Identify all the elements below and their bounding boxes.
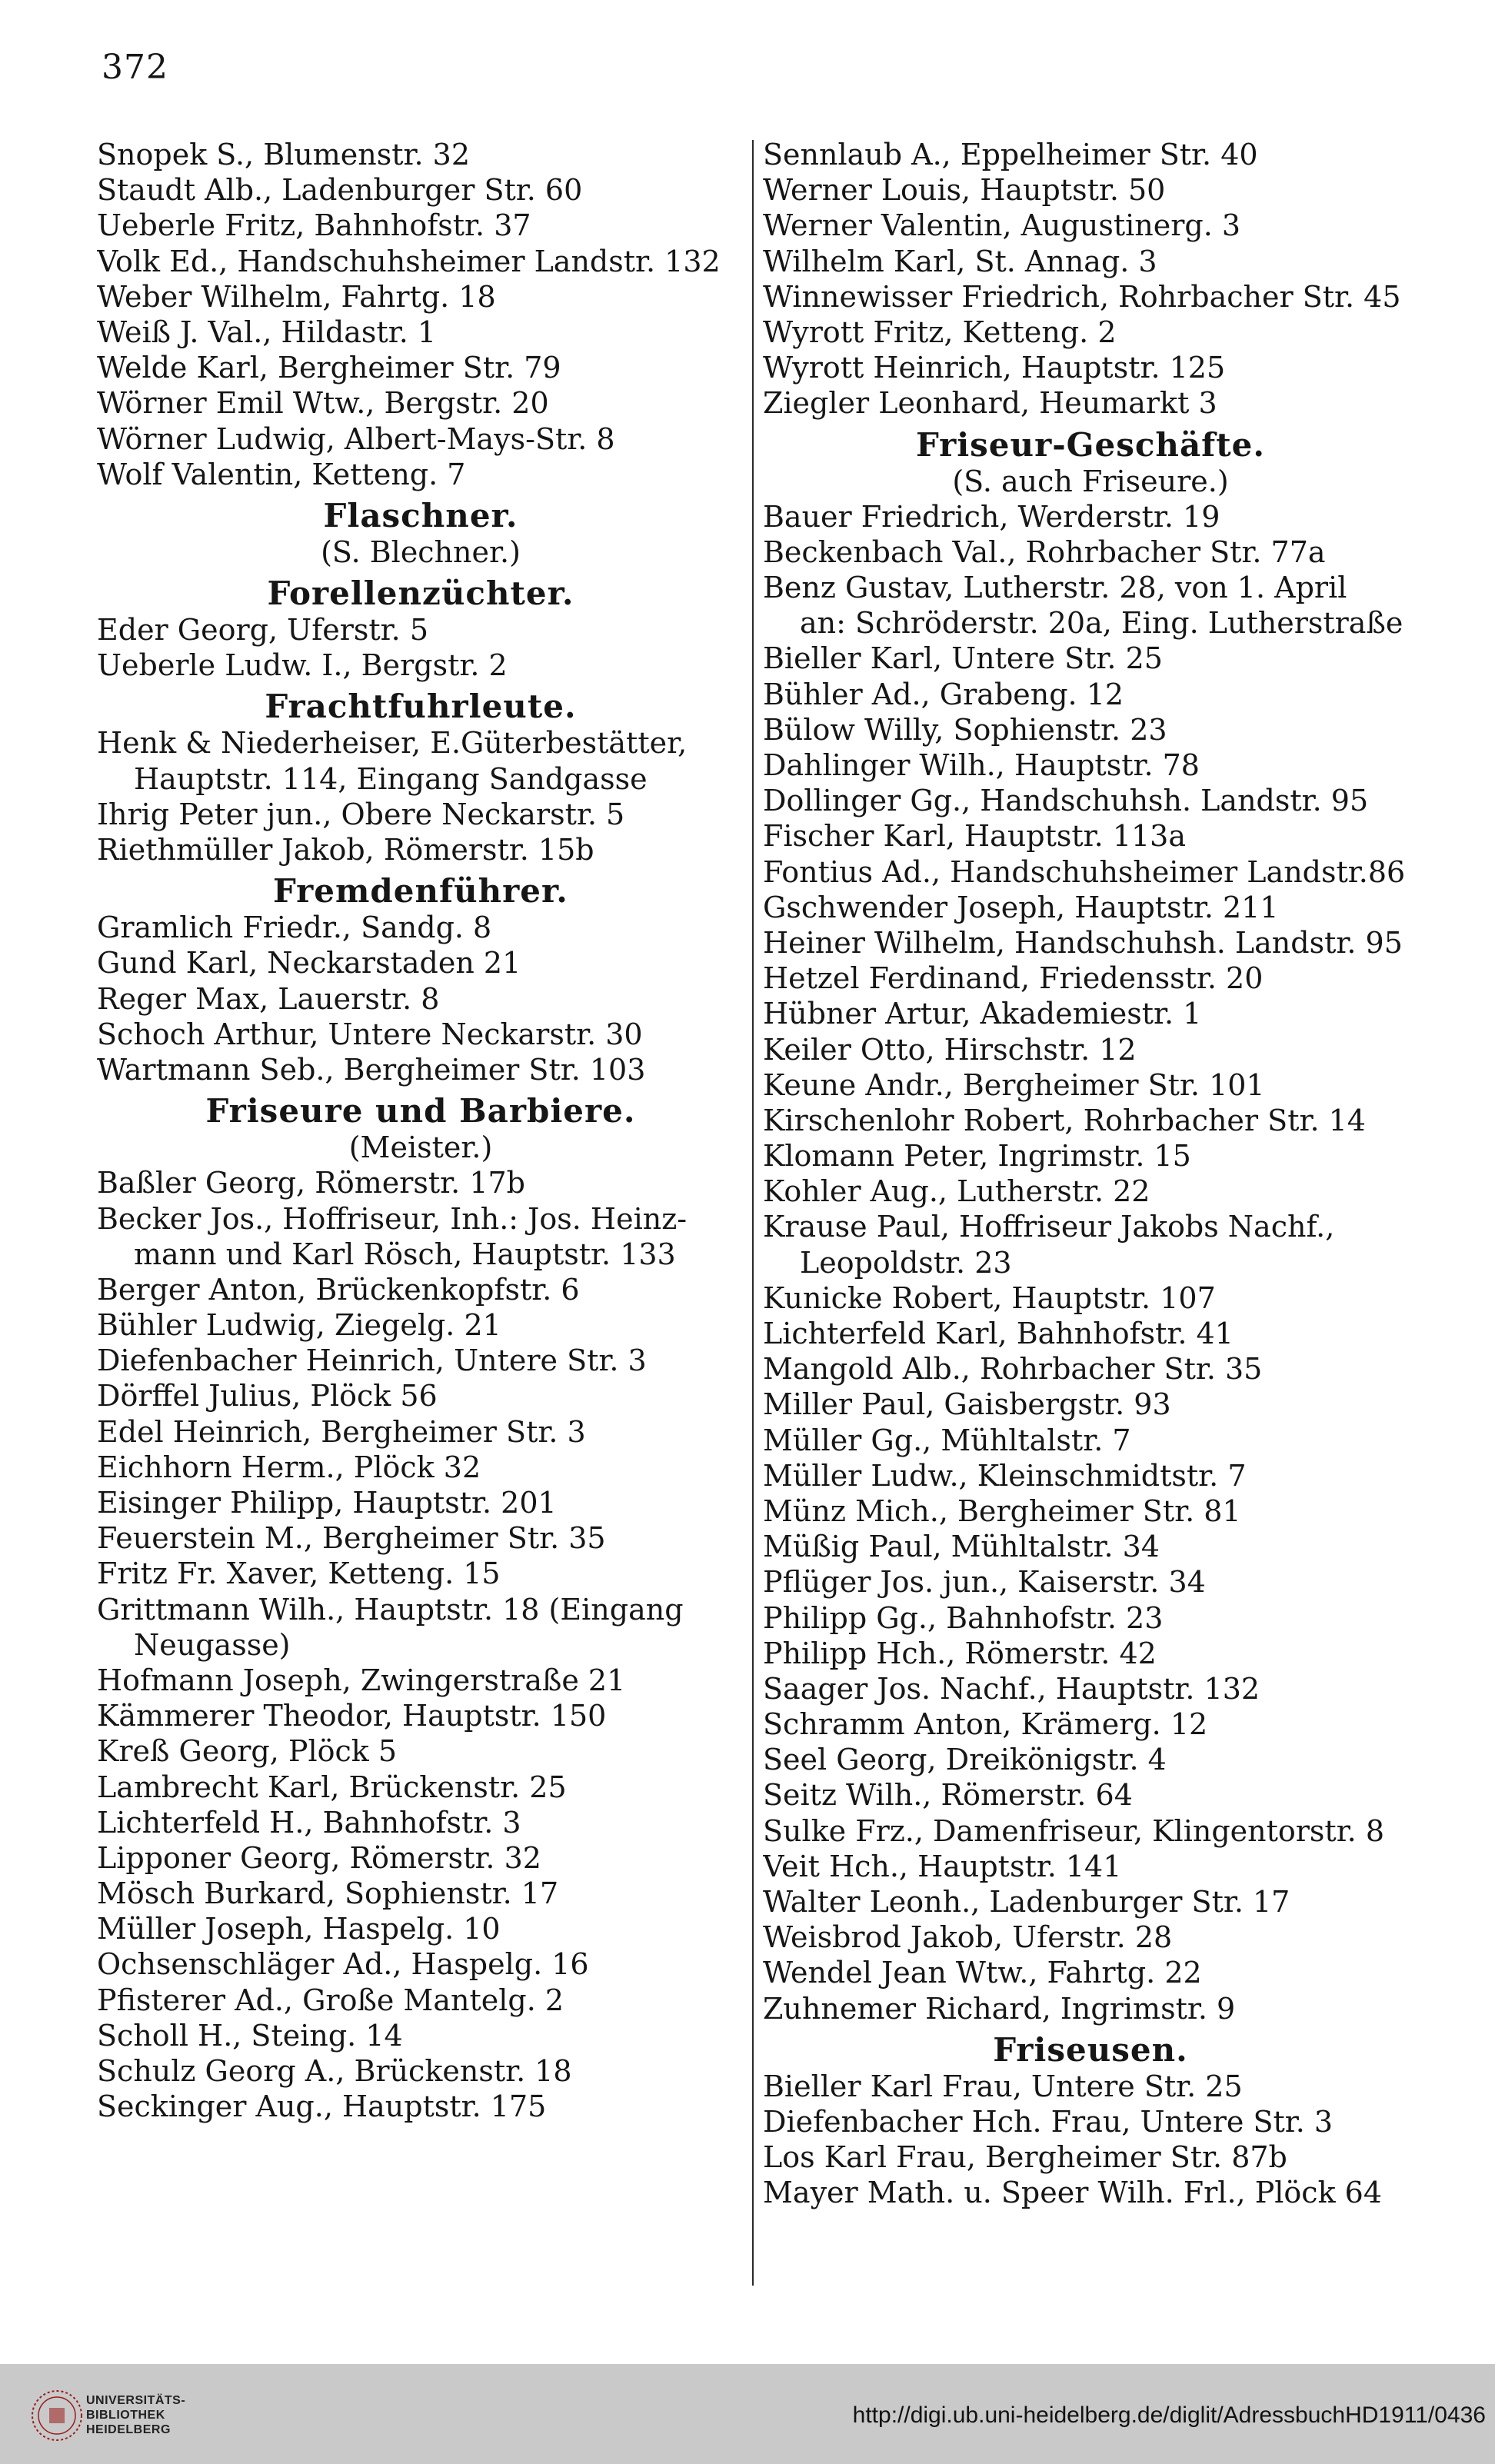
directory-entry: Seel Georg, Dreikönigstr. 4	[763, 1743, 1167, 1777]
directory-entry: Winnewisser Friedrich, Rohrbacher Str. 45	[763, 279, 1401, 314]
left-column	[97, 137, 744, 2124]
directory-entry-continuation: an: Schröderstr. 20a, Eing. Lutherstraße	[800, 606, 1403, 641]
directory-entry: Seitz Wilh., Römerstr. 64	[763, 1778, 1133, 1813]
directory-entry: Volk Ed., Handschuhsheimer Landstr. 132	[97, 244, 721, 278]
directory-entry: Ziegler Leonhard, Heumarkt 3	[763, 386, 1217, 421]
directory-entry: Becker Jos., Hoffriseur, Inh.: Jos. Heinz-	[97, 1201, 688, 1236]
directory-entry: Los Karl Frau, Bergheimer Str. 87b	[763, 2140, 1287, 2175]
directory-entry: Wörner Emil Wtw., Bergstr. 20	[97, 386, 549, 421]
directory-entry: Kohler Aug., Lutherstr. 22	[763, 1174, 1150, 1209]
directory-entry: Hetzel Ferdinand, Friedensstr. 20	[763, 961, 1264, 996]
directory-entry: Baßler Georg, Römerstr. 17b	[97, 1166, 525, 1200]
directory-entry: Kreß Georg, Plöck 5	[97, 1734, 398, 1769]
directory-entry: Weisbrod Jakob, Uferstr. 28	[763, 1920, 1173, 1955]
page-number: 372	[102, 48, 168, 87]
directory-entry: Klomann Peter, Ingrimstr. 15	[763, 1139, 1191, 1174]
directory-entry: Edel Heinrich, Bergheimer Str. 3	[97, 1414, 586, 1449]
directory-entry: Werner Valentin, Augustinerg. 3	[763, 208, 1241, 243]
directory-entry: Müßig Paul, Mühltalstr. 34	[763, 1530, 1160, 1564]
directory-entry: Bülow Willy, Sophienstr. 23	[763, 712, 1167, 747]
directory-entry-continuation: mann und Karl Rösch, Hauptstr. 133	[134, 1237, 676, 1271]
directory-entry: Krause Paul, Hoffriseur Jakobs Nachf.,	[763, 1210, 1335, 1244]
directory-entry: Lambrecht Karl, Brückenstr. 25	[97, 1770, 567, 1804]
directory-entry-continuation: Neugasse)	[134, 1627, 291, 1662]
directory-entry: Saager Jos. Nachf., Hauptstr. 132	[763, 1671, 1260, 1706]
directory-entry: Kunicke Robert, Hauptstr. 107	[763, 1280, 1216, 1315]
directory-entry: Wörner Ludwig, Albert-Mays-Str. 8	[97, 421, 615, 456]
directory-entry: Bauer Friedrich, Werderstr. 19	[763, 499, 1220, 534]
directory-entry: Wendel Jean Wtw., Fahrtg. 22	[763, 1956, 1202, 1990]
directory-entry: Heiner Wilhelm, Handschuhsh. Landstr. 95	[763, 925, 1403, 960]
directory-entry: Schoch Arthur, Untere Neckarstr. 30	[97, 1017, 643, 1051]
column-divider	[752, 140, 754, 2286]
section-note: (Meister.)	[348, 1130, 493, 1165]
directory-entry: Seckinger Aug., Hauptstr. 175	[97, 2089, 547, 2124]
section-heading: Fremdenführer.	[273, 872, 568, 911]
library-name-line: HEIDELBERG	[86, 2423, 171, 2436]
directory-entry: Bühler Ludwig, Ziegelg. 21	[97, 1308, 501, 1343]
directory-entry: Hofmann Joseph, Zwingerstraße 21	[97, 1663, 626, 1697]
directory-entry-continuation: Leopoldstr. 23	[800, 1245, 1012, 1280]
directory-entry: Ihrig Peter jun., Obere Neckarstr. 5	[97, 797, 625, 831]
directory-entry: Wolf Valentin, Ketteng. 7	[97, 457, 466, 491]
directory-entry: Henk & Niederheiser, E.Güterbestätter,	[97, 726, 688, 761]
directory-entry: Werner Louis, Hauptstr. 50	[763, 173, 1166, 208]
directory-entry: Keiler Otto, Hirschstr. 12	[763, 1032, 1137, 1067]
directory-entry: Riethmüller Jakob, Römerstr. 15b	[97, 833, 594, 867]
footer-bar	[0, 2364, 1495, 2464]
directory-entry: Benz Gustav, Lutherstr. 28, von 1. April	[763, 571, 1347, 605]
source-url[interactable]: http://digi.ub.uni-heidelberg.de/diglit/AdressbuchHD1911/0436	[852, 2402, 1486, 2428]
directory-entry: Dahlinger Wilh., Hauptstr. 78	[763, 748, 1200, 782]
directory-entry: Wilhelm Karl, St. Annag. 3	[763, 244, 1157, 278]
directory-entry: Lipponer Georg, Römerstr. 32	[97, 1840, 541, 1875]
directory-entry: Staudt Alb., Ladenburger Str. 60	[97, 173, 583, 208]
directory-entry: Pflüger Jos. jun., Kaiserstr. 34	[763, 1565, 1206, 1600]
directory-entry: Schulz Georg A., Brückenstr. 18	[97, 2054, 572, 2088]
directory-entry: Dörffel Julius, Plöck 56	[97, 1379, 438, 1413]
directory-entry: Gramlich Friedr., Sandg. 8	[97, 911, 492, 945]
directory-entry: Lichterfeld H., Bahnhofstr. 3	[97, 1805, 521, 1840]
directory-entry: Weber Wilhelm, Fahrtg. 18	[97, 279, 496, 314]
directory-entry: Sulke Frz., Damenfriseur, Klingentorstr. 8	[763, 1813, 1385, 1848]
directory-entry: Eichhorn Herm., Plöck 32	[97, 1450, 481, 1484]
directory-entry: Veit Hch., Hauptstr. 141	[763, 1849, 1122, 1883]
section-heading: Friseur-Geschäfte.	[916, 425, 1265, 464]
directory-entry: Philipp Gg., Bahnhofstr. 23	[763, 1600, 1164, 1635]
directory-entry: Weiß J. Val., Hildastr. 1	[97, 315, 437, 349]
directory-entry: Fritz Fr. Xaver, Ketteng. 15	[97, 1557, 501, 1591]
directory-entry: Fischer Karl, Hauptstr. 113a	[763, 819, 1186, 854]
directory-entry: Kirschenlohr Robert, Rohrbacher Str. 14	[763, 1103, 1366, 1137]
directory-entry: Fontius Ad., Handschuhsheimer Landstr.86	[763, 854, 1406, 889]
directory-entry: Schramm Anton, Krämerg. 12	[763, 1707, 1208, 1742]
section-note: (S. Blechner.)	[321, 534, 521, 569]
directory-entry: Welde Karl, Bergheimer Str. 79	[97, 351, 561, 385]
section-heading: Friseusen.	[993, 2030, 1188, 2069]
directory-entry: Keune Andr., Bergheimer Str. 101	[763, 1067, 1265, 1102]
directory-entry: Mangold Alb., Rohrbacher Str. 35	[763, 1352, 1263, 1387]
directory-entry: Ueberle Fritz, Bahnhofstr. 37	[97, 208, 531, 243]
directory-entry: Miller Paul, Gaisbergstr. 93	[763, 1387, 1171, 1422]
directory-entry: Lichterfeld Karl, Bahnhofstr. 41	[763, 1317, 1234, 1350]
directory-entry: Mösch Burkard, Sophienstr. 17	[97, 1876, 559, 1911]
directory-entry: Bieller Karl Frau, Untere Str. 25	[763, 2069, 1243, 2103]
directory-entry: Müller Ludw., Kleinschmidtstr. 7	[763, 1458, 1247, 1493]
library-name-line: BIBLIOTHEK	[86, 2409, 165, 2422]
directory-entry: Scholl H., Steing. 14	[97, 2018, 403, 2053]
right-column	[763, 137, 1418, 2211]
directory-entry: Müller Joseph, Haspelg. 10	[97, 1912, 501, 1946]
directory-entry: Philipp Hch., Römerstr. 42	[763, 1636, 1157, 1670]
directory-entry: Walter Leonh., Ladenburger Str. 17	[763, 1885, 1290, 1919]
directory-entry: Wyrott Heinrich, Hauptstr. 125	[763, 351, 1226, 385]
directory-entry: Pfisterer Ad., Große Mantelg. 2	[97, 1983, 564, 2017]
directory-entry: Eder Georg, Uferstr. 5	[97, 613, 429, 648]
directory-entry: Hübner Artur, Akademiestr. 1	[763, 997, 1202, 1031]
directory-entry: Grittmann Wilh., Hauptstr. 18 (Eingang	[97, 1592, 684, 1627]
directory-entry: Diefenbacher Heinrich, Untere Str. 3	[97, 1344, 647, 1378]
directory-entry: Zuhnemer Richard, Ingrimstr. 9	[763, 1991, 1236, 2026]
directory-entry: Diefenbacher Hch. Frau, Untere Str. 3	[763, 2104, 1334, 2139]
directory-entry: Kämmerer Theodor, Hauptstr. 150	[97, 1699, 607, 1733]
directory-entry: Gschwender Joseph, Hauptstr. 211	[763, 890, 1279, 924]
directory-entry: Bieller Karl, Untere Str. 25	[763, 641, 1163, 676]
directory-entry: Eisinger Philipp, Hauptstr. 201	[97, 1486, 557, 1520]
directory-entry: Dollinger Gg., Handschuhsh. Landstr. 95	[763, 784, 1369, 818]
directory-entry: Feuerstein M., Bergheimer Str. 35	[97, 1521, 606, 1556]
section-note: (S. auch Friseure.)	[952, 464, 1229, 498]
directory-entry: Wyrott Fritz, Ketteng. 2	[763, 315, 1117, 349]
section-heading: Forellenzüchter.	[267, 574, 574, 613]
library-name-line: UNIVERSITÄTS-	[86, 2394, 186, 2407]
section-heading: Flaschner.	[323, 496, 518, 534]
section-heading: Frachtfuhrleute.	[265, 688, 577, 726]
directory-entry-continuation: Hauptstr. 114, Eingang Sandgasse	[134, 761, 648, 796]
directory-entry: Wartmann Seb., Bergheimer Str. 103	[97, 1052, 646, 1087]
directory-entry: Mayer Math. u. Speer Wilh. Frl., Plöck 64	[763, 2176, 1383, 2210]
directory-entry: Ueberle Ludw. I., Bergstr. 2	[97, 648, 508, 683]
directory-entry: Berger Anton, Brückenkopfstr. 6	[97, 1272, 580, 1307]
directory-entry: Reger Max, Lauerstr. 8	[97, 981, 440, 1016]
directory-entry: Beckenbach Val., Rohrbacher Str. 77a	[763, 534, 1326, 569]
library-name	[86, 2393, 185, 2437]
directory-entry: Snopek S., Blumenstr. 32	[97, 138, 471, 171]
directory-entry: Münz Mich., Bergheimer Str. 81	[763, 1493, 1241, 1528]
directory-entry: Müller Gg., Mühltalstr. 7	[763, 1423, 1131, 1457]
section-heading: Friseure und Barbiere.	[205, 1092, 636, 1130]
directory-entry: Gund Karl, Neckarstaden 21	[97, 946, 521, 981]
directory-entry: Sennlaub A., Eppelheimer Str. 40	[763, 138, 1258, 171]
directory-entry: Ochsenschläger Ad., Haspelg. 16	[97, 1947, 589, 1982]
directory-entry: Bühler Ad., Grabeng. 12	[763, 677, 1124, 711]
